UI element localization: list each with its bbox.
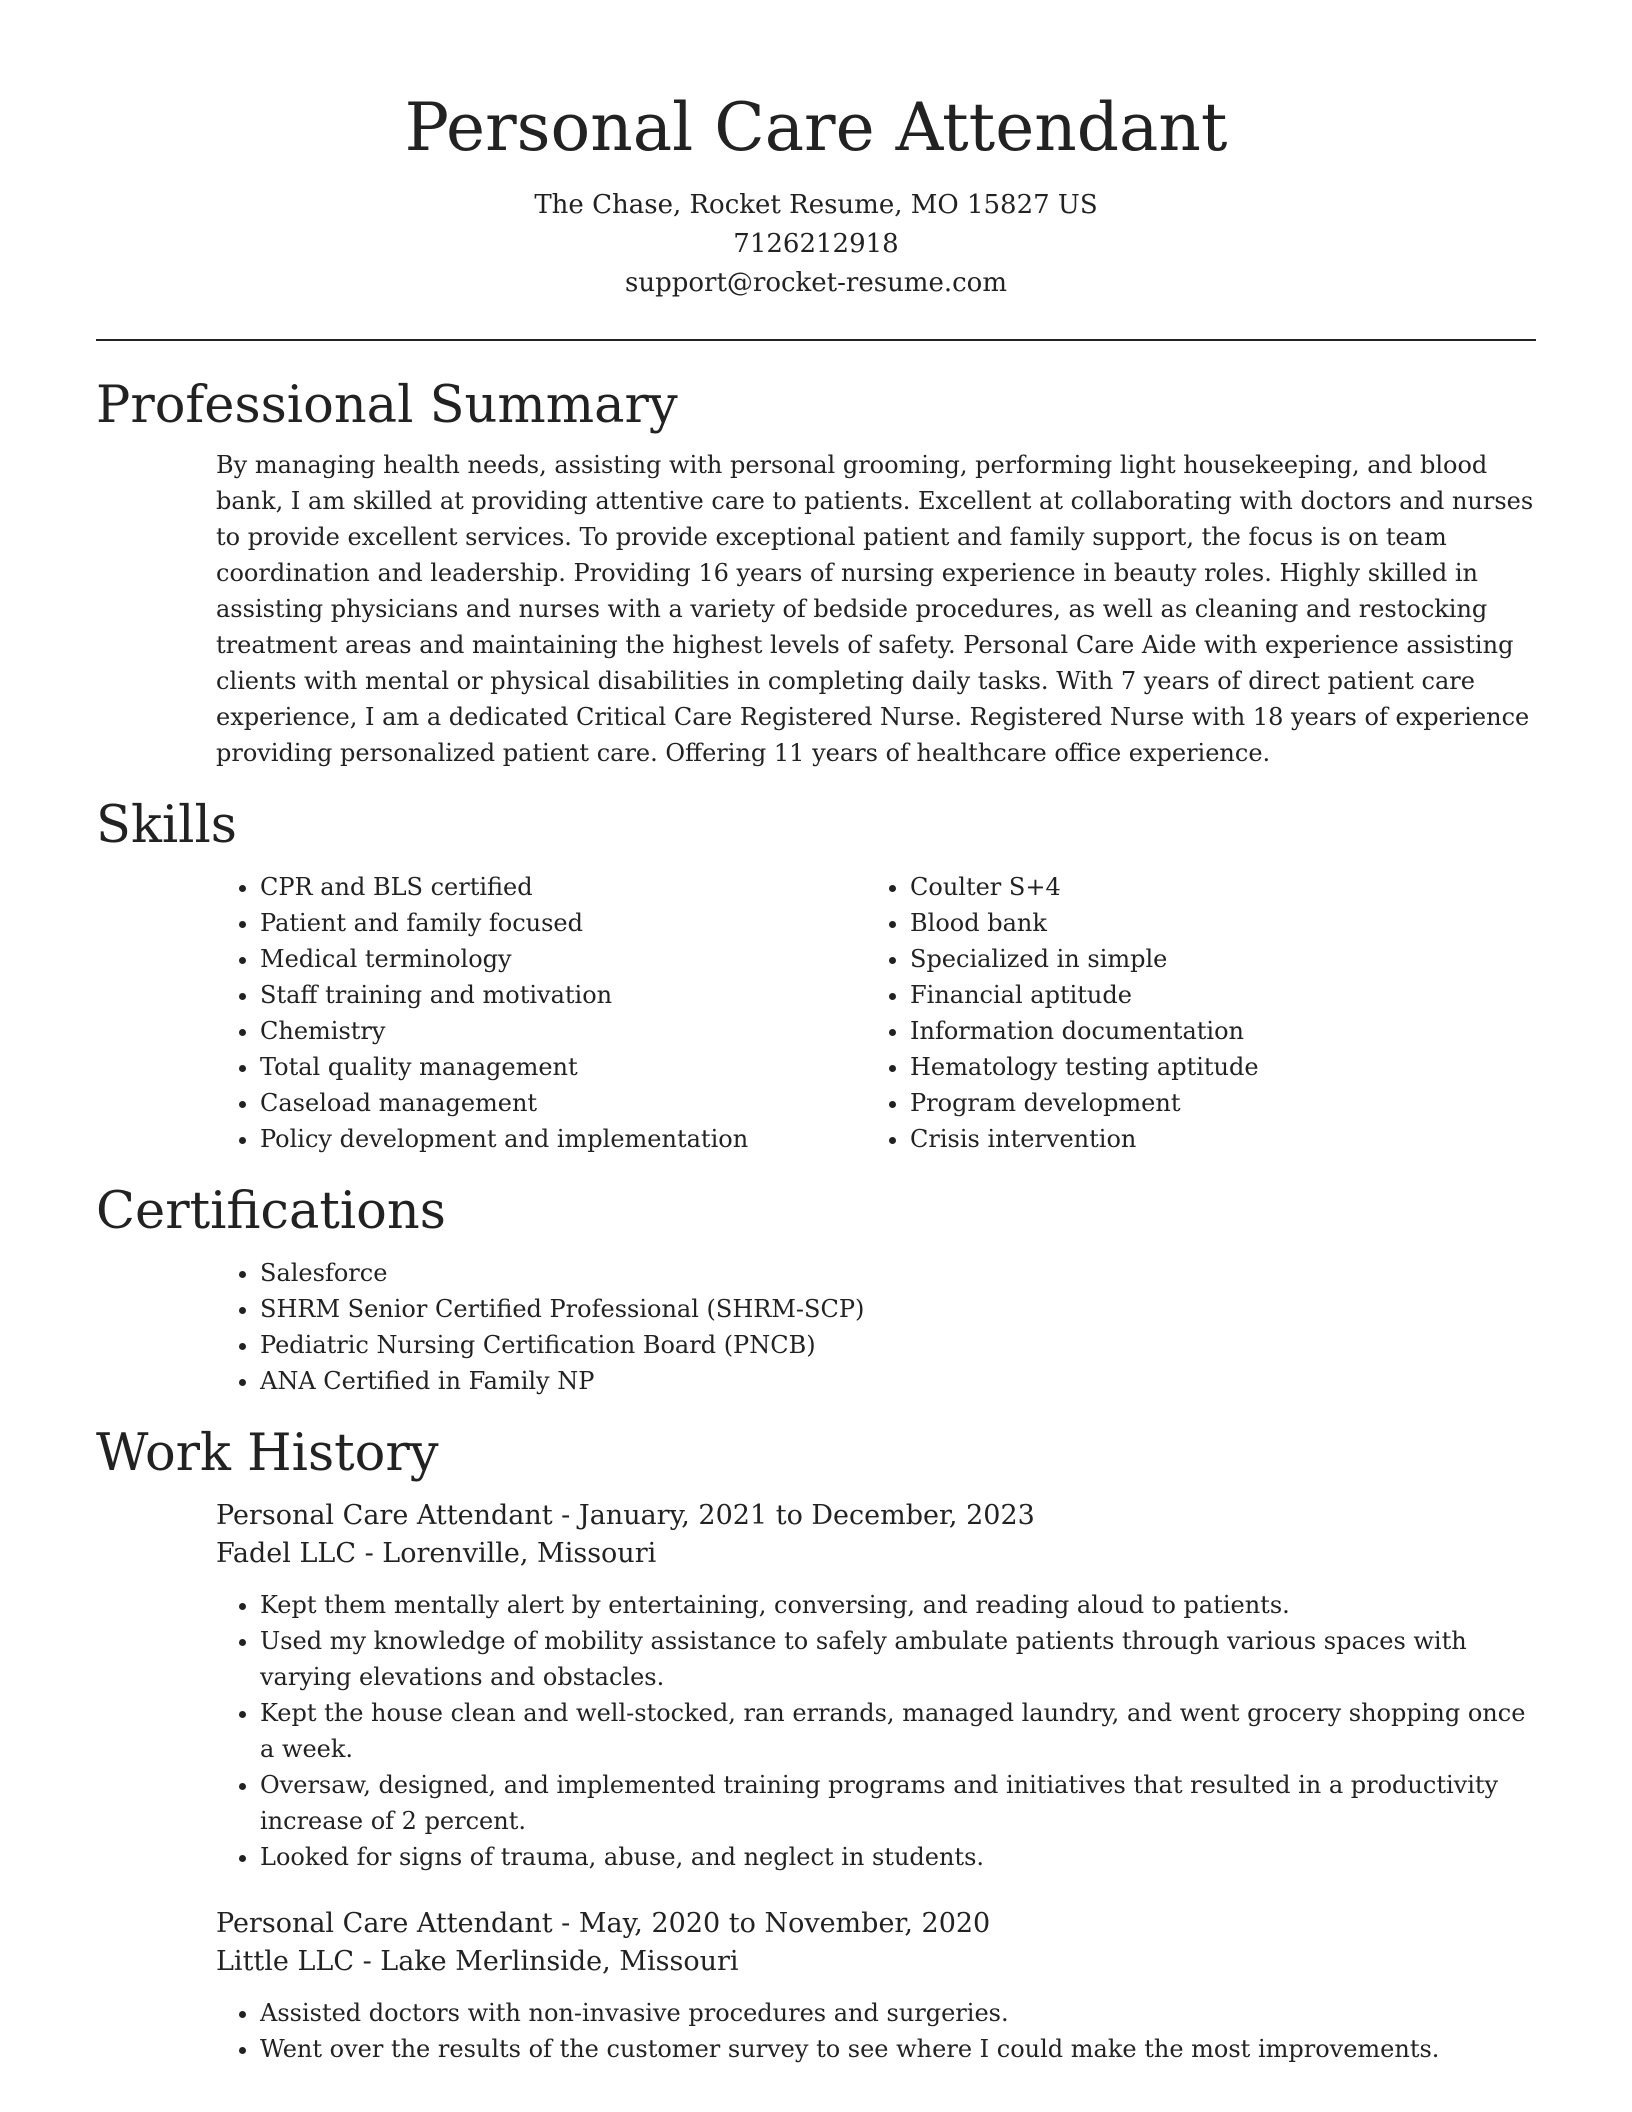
certification-item: • Pediatric Nursing Certification Board (PNCB) (260, 1327, 1536, 1363)
certification-item: • Salesforce (260, 1255, 1536, 1291)
skill-item: • Program development (910, 1085, 1516, 1121)
job-entry (216, 1497, 1536, 1875)
work-history-section (96, 1423, 1536, 2067)
skill-item: • Hematology testing aptitude (910, 1049, 1516, 1085)
job-title-line (216, 1905, 1536, 1943)
skills-column-right (866, 869, 1516, 1157)
header-divider (96, 339, 1536, 341)
contact-address: The Chase, Rocket Resume, MO 15827 US (534, 190, 1098, 220)
certification-item: • ANA Certified in Family NP (260, 1363, 1536, 1399)
skills-column-left (216, 869, 866, 1157)
summary-text: By managing health needs, assisting with personal grooming, performing light housekeeping, and blood bank, I am skilled at providing attentive care to patients. Excellent at collaborating with doctors and nurses to provide excellent services. To provide exceptional patient and family support, the focus is on team coordination and leadership. Providing 16 years of nursing experience in beauty roles. Highly skilled in assisting physicians and nurses with a variety of bedside procedures, as well as cleaning and restocking treatment areas and maintaining the highest levels of safety. Personal Care Aide with experience assisting clients with mental or physical disabilities in completing daily tasks. With 7 years of direct patient care experience, I am a dedicated Critical Care Registered Nurse. Registered Nurse with 18 years of experience providing personalized patient care. Offering 11 years of healthcare office experience. (216, 451, 1534, 767)
skill-item: • Policy development and implementation (260, 1121, 866, 1157)
resume-page (96, 0, 1536, 2067)
certification-item: • SHRM Senior Certified Professional (SHRM-SCP) (260, 1291, 1536, 1327)
job-bullet: • Assisted doctors with non-invasive procedures and surgeries. (260, 1995, 1536, 2031)
skill-item: • Caseload management (260, 1085, 866, 1121)
job-title: Personal Care Attendant (216, 1908, 553, 1939)
applicant-name: Personal Care Attendant (404, 89, 1228, 166)
skill-item: • Specialized in simple (910, 941, 1516, 977)
job-location: - Lake Merlinside, Missouri (353, 1946, 739, 1977)
job-title: Personal Care Attendant (216, 1500, 553, 1531)
work-history-heading: Work History (96, 1424, 439, 1483)
skill-item: • Chemistry (260, 1013, 866, 1049)
skills-section (96, 795, 1536, 1157)
skill-item: • CPR and BLS certified (260, 869, 866, 905)
certifications-heading: Certifications (96, 1182, 446, 1241)
skill-item: • Medical terminology (260, 941, 866, 977)
job-company-line (216, 1943, 1536, 1981)
skills-heading: Skills (96, 796, 237, 855)
job-dates: - May, 2020 to November, 2020 (552, 1908, 991, 1939)
job-bullet: • Went over the results of the customer survey to see where I could make the most improvements. (260, 2031, 1536, 2067)
job-dates: - January, 2021 to December, 2023 (552, 1500, 1035, 1531)
skill-item: • Staff training and motivation (260, 977, 866, 1013)
contact-email: support@rocket-resume.com (624, 268, 1007, 298)
job-bullet: • Kept the house clean and well-stocked, ran errands, managed laundry, and went grocery shopping once a week. (260, 1695, 1536, 1767)
job-location: - Lorenville, Missouri (356, 1538, 657, 1569)
job-entry (216, 1905, 1536, 2067)
job-bullet: • Used my knowledge of mobility assistance to safely ambulate patients through various spaces with varying elevations and obstacles. (260, 1623, 1536, 1695)
contact-phone: 7126212918 (733, 229, 899, 259)
job-bullet: • Kept them mentally alert by entertaining, conversing, and reading aloud to patients. (260, 1587, 1536, 1623)
summary-heading: Professional Summary (96, 376, 678, 435)
skill-item: • Information documentation (910, 1013, 1516, 1049)
skill-item: • Coulter S+4 (910, 869, 1516, 905)
job-title-line (216, 1497, 1536, 1535)
skill-item: • Crisis intervention (910, 1121, 1516, 1157)
skill-item: • Financial aptitude (910, 977, 1516, 1013)
job-company: Little LLC (216, 1946, 354, 1977)
resume-header (96, 0, 1536, 303)
certifications-section (96, 1181, 1536, 1399)
job-bullet: • Looked for signs of trauma, abuse, and neglect in students. (260, 1839, 1536, 1875)
skill-item: • Total quality management (260, 1049, 866, 1085)
job-bullet: • Oversaw, designed, and implemented training programs and initiatives that resulted in a productivity increase of 2 percent. (260, 1767, 1536, 1839)
job-company: Fadel LLC (216, 1538, 356, 1569)
job-company-line (216, 1535, 1536, 1573)
summary-section (96, 375, 1536, 771)
skill-item: • Patient and family focused (260, 905, 866, 941)
skill-item: • Blood bank (910, 905, 1516, 941)
